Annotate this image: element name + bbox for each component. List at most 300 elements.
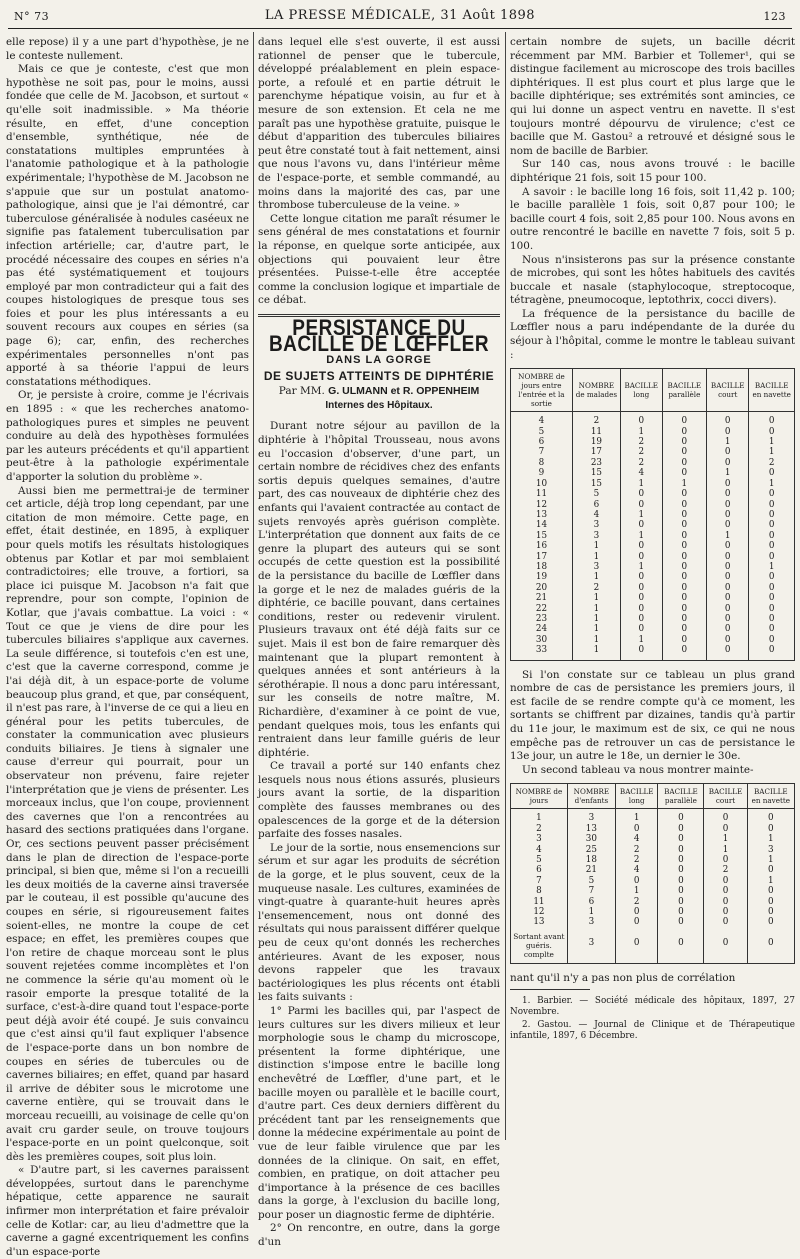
column-2: [258, 36, 500, 1249]
table-cell: 0: [704, 809, 747, 824]
table-cell: 0: [747, 928, 794, 964]
paragraph: dans lequel elle s'est ouverte, il est aussi rationnel de penser que le tubercule, développé préalablement en plein espace-porte, a refoulé et en partie détruit le parenchyme hépatique voisin, au fur et à mesure de son extension. Et cela ne me paraît pas une hypothèse gratuite, puisque le début d'apparition des tubercules biliaires peut être constaté tout à fait nettement, ainsi que nous l'avons vu, dans l'intérieur même de l'espace-porte, et semble commandé, au moins dans la majorité des cas, par une thrombose tuberculeuse de la veine. »: [258, 36, 500, 212]
table-cell: 0: [662, 427, 706, 437]
table-cell: 0: [620, 645, 662, 660]
table-row: [511, 479, 795, 489]
column-divider: [253, 32, 254, 1140]
table-row: [511, 427, 795, 437]
table-cell: 0: [662, 531, 706, 541]
table-cell: 6: [567, 897, 615, 907]
article-subtitle: DANS LA GORGE: [326, 354, 432, 367]
table-cell: 5: [572, 489, 620, 499]
table-cell: 0: [704, 886, 747, 896]
table-cell: 0: [747, 824, 794, 834]
table-cell: 0: [704, 928, 747, 964]
table-cell: 0: [704, 907, 747, 917]
table-row: [511, 562, 795, 572]
table-row: [511, 572, 795, 582]
table-cell: 0: [707, 520, 749, 530]
table-row: [511, 876, 795, 886]
paragraph: elle repose) il y a une part d'hypothèse, je ne le conteste nullement.: [6, 36, 249, 62]
table-cell: 2: [620, 437, 662, 447]
paragraph: Le jour de la sortie, nous ensemencions sur sérum et sur agar les produits de sécrétion de la gorge, et le plus souvent, ceux de la muqueuse nasale. Les cultures, examinées de vingt-quatre à quarante-huit heures après l'ensemencement, nous ont donné des résultats qui nous paraissent différer quelque peu de ceux qu'ont donnés les recherches antérieures. Avant de les exposer, nous devons rappeler que les travaux bactériologiques les plus récents ont établi les faits suivants :: [258, 841, 500, 1004]
table-cell: 0: [662, 562, 706, 572]
table-row: [511, 865, 795, 875]
table-cell: 0: [707, 624, 749, 634]
table-cell: 0: [707, 427, 749, 437]
table-row: [511, 468, 795, 478]
column-header: BACILLE court: [704, 784, 747, 809]
table-cell: 1: [747, 876, 794, 886]
table-cell: 1: [572, 552, 620, 562]
paragraph: Durant notre séjour au pavillon de la diphtérie à l'hôpital Trousseau, nous avons eu l'occasion d'observer, d'une part, un certain nombre de récidives chez des enfants sortis depuis quelques semaines, d'autre part, des cas nouveaux de diphtérie chez des enfants qui l'avaient contractée au contact de sujets renvoyés après guérison complète. L'interprétation que donnent aux faits de ce genre la plupart des auteurs qui se sont occupés de cette question est la possibilité de la persistance du bacille de Lœffler dans la gorge et le nez de malades guéris de la diphtérie, ce bacille pouvant, dans certaines conditions, rester ou redevenir virulent. Plusieurs travaux ont été déjà faits sur ce sujet. Mais il est bon de faire remarquer dès maintenant que la plupart remontent à quelques années et sont antérieurs à la sérothérapie. Il nous a donc paru intéressant, sur les conseils de notre maître, M. Richardière, d'examiner à ce point de vue, pendant quelques mois, tous les enfants qui rentraient dans leur famille guéris de leur diphtérie.: [258, 420, 500, 759]
table-cell: 0: [707, 645, 749, 660]
table-cell: 21: [567, 865, 615, 875]
table-cell: 0: [658, 865, 704, 875]
table-row: [511, 447, 795, 457]
table-cell: 4: [615, 865, 657, 875]
table-cell: 0: [749, 489, 795, 499]
table-cell: 1: [572, 635, 620, 645]
table-cell: 2: [615, 845, 657, 855]
table-row: [511, 834, 795, 844]
table-cell: 7: [567, 886, 615, 896]
table-row: [511, 593, 795, 603]
table-cell: 0: [662, 604, 706, 614]
table-cell: 0: [662, 412, 706, 427]
table-cell: 1: [572, 593, 620, 603]
table-cell: 0: [707, 583, 749, 593]
table-cell: 19: [572, 437, 620, 447]
table-cell: 11: [511, 489, 573, 499]
table-row: [511, 552, 795, 562]
table-cell: 4: [615, 834, 657, 844]
table-cell: 0: [615, 917, 657, 927]
table-cell: 0: [749, 604, 795, 614]
paragraph: « D'autre part, si les cavernes paraissent développées, surtout dans le parenchyme hépatique, cette apparence ne saurait infirmer mon interprétation et faire prévaloir celle de Kotlar: car, au lieu d'admettre que la caverne a gagné excentriquement les confins d'un espace-porte: [6, 1164, 249, 1258]
table-cell: 0: [620, 624, 662, 634]
footnote: 2. Gastou. — Journal de Clinique et de Thérapeutique infantile, 1897, 6 Décembre.: [510, 1020, 795, 1042]
table-cell: 0: [749, 510, 795, 520]
table-cell: 0: [749, 593, 795, 603]
table-cell: 4: [572, 510, 620, 520]
table-cell: 1: [662, 479, 706, 489]
table-cell: 0: [615, 907, 657, 917]
table-cell: 0: [620, 572, 662, 582]
table-cell: 16: [511, 541, 573, 551]
author-affiliation: Internes des Hôpitaux.: [325, 399, 433, 411]
table-cell: 0: [662, 489, 706, 499]
table-row: [511, 458, 795, 468]
table-row: [511, 907, 795, 917]
table-cell: 0: [704, 876, 747, 886]
table-row: [511, 583, 795, 593]
table-cell: 6: [511, 865, 568, 875]
table-cell: 1: [620, 635, 662, 645]
table-cell: 1: [620, 531, 662, 541]
column-header: BACILLE long: [620, 369, 662, 412]
table-cell: 2: [704, 865, 747, 875]
table-cell: 0: [620, 489, 662, 499]
table-cell: 0: [707, 635, 749, 645]
table-cell: 33: [511, 645, 573, 660]
table-cell: 0: [658, 855, 704, 865]
table-cell: 0: [749, 552, 795, 562]
table-header-row: [511, 369, 795, 412]
article-subtitle: DE SUJETS ATTEINTS DE DIPHTÉRIE: [263, 368, 495, 383]
table-row: [511, 928, 795, 964]
column-header: BACILLE court: [707, 369, 749, 412]
table-cell: 0: [658, 886, 704, 896]
table-cell: 0: [749, 427, 795, 437]
table-cell: 0: [704, 897, 747, 907]
table-cell: 0: [620, 500, 662, 510]
table-cell: 12: [511, 907, 568, 917]
table-cell: 18: [567, 855, 615, 865]
table-cell: 0: [707, 489, 749, 499]
table-cell: 13: [567, 824, 615, 834]
table-cell: 0: [747, 917, 794, 927]
table-cell: 1: [707, 468, 749, 478]
table-cell: 0: [662, 624, 706, 634]
table-cell: 9: [511, 468, 573, 478]
table-cell: 21: [511, 593, 573, 603]
table-cell: 0: [620, 552, 662, 562]
table-cell: 18: [511, 562, 573, 572]
table-cell: 0: [662, 614, 706, 624]
table-row: [511, 635, 795, 645]
table-cell: 6: [511, 437, 573, 447]
table-row: [511, 531, 795, 541]
table-cell: 0: [707, 458, 749, 468]
table-cell: 10: [511, 479, 573, 489]
table-days-persistence: [510, 783, 795, 963]
table-cell: 0: [749, 635, 795, 645]
table-cell: 17: [511, 552, 573, 562]
table-cell: 0: [749, 583, 795, 593]
paragraph: Mais ce que je conteste, c'est que mon hypothèse ne soit pas, pour le moins, aussi fondée que celle de M. Jacobson, et surtout « qu'elle soit inadmissible. » Ma théorie résulte, en effet, d'une conception d'ensemble, synthétique, née de constatations multiples empruntées à l'anatomie pathologique et à la pathologie expérimentale; l'hypothèse de M. Jacobson ne s'appuie que sur un postulat anatomo-pathologique, ainsi que je l'ai démontré, car tuberculose généralisée à nodules caséeux ne signifie pas fatalement tuberculisation par infection artérielle; car, d'autre part, le procédé nécessaire des coupes en séries n'a pas été systématiquement et toujours employé par mon contradicteur qui a fait des coupes histologiques de presque tous ses foies et pour les plus intéressants a eu souvent recours aux coupes en séries (sa page 6); car, enfin, des recherches expérimentales personnelles n'ont pas apporté à sa théorie l'appui de leurs constatations méthodiques.: [6, 63, 249, 388]
table-cell: 3: [567, 917, 615, 927]
table-cell: 11: [572, 427, 620, 437]
paragraph: Cette longue citation me paraît résumer le sens général de mes constatations et fournir la réponse, en quelque sorte anticipée, aux objections qui pouvaient leur être présentées. Puisse-t-elle être acceptée comme la conclusion logique et impartiale de ce débat.: [258, 212, 500, 307]
table-cell: 0: [615, 824, 657, 834]
table-cell: 4: [511, 845, 568, 855]
table-cell: 4: [620, 468, 662, 478]
table-cell: 0: [662, 593, 706, 603]
column-header: NOMBRE de jours: [511, 784, 568, 809]
column-header: BACILLE en navette: [749, 369, 795, 412]
table-cell: 1: [572, 541, 620, 551]
article-byline: [258, 385, 500, 399]
table-cell: 1: [707, 531, 749, 541]
table-cell: 5: [567, 876, 615, 886]
table-cell: 3: [572, 520, 620, 530]
footnote-rule: [510, 989, 590, 990]
table-cell: 0: [749, 412, 795, 427]
table-cell: 24: [511, 624, 573, 634]
table-cell: 0: [658, 917, 704, 927]
table-row: [511, 489, 795, 499]
table-cell: 1: [615, 809, 657, 824]
table-cell: 2: [620, 447, 662, 457]
table-cell: 2: [620, 458, 662, 468]
table-cell: 0: [662, 541, 706, 551]
paragraph: Aussi bien me permettrai-je de terminer cet article, déjà trop long cependant, par une citation de mon mémoire. Cette page, en effet, était destinée, en 1895, à expliquer pour quels motifs les résultats histologiques obtenus par Kotlar et par moi semblaient contradictoires; elle trouve, a fortiori, sa place ici puisque M. Jacobson n'a fait que reprendre, pour son compte, l'opinion de Kotlar, que j'avais combattue. La voici : « Tout ce que je viens de dire pour les tubercules biliaires s'applique aux cavernes. La seule différence, si toutefois c'en est une, c'est que la caverne correspond, comme je l'ai déjà dit, à un espace-porte de volume beaucoup plus grand, et que, par conséquent, il n'est pas rare, à l'inverse de ce qui a lieu en général pour les petits tubercules, de constater la communication avec plusieurs conduits biliaires. Je tiens à signaler une cause d'erreur qui pourrait, pour un observateur non prévenu, faire rejeter l'interprétation que je viens de présenter. Les morceaux inclus, que l'on coupe, proviennent des cavernes que l'on a rencontrées au hasard des sections pratiquées dans l'organe. Or, ces sections peuvent passer précisément dans le plan de direction de l'espace-porte principal, si bien que, même si l'on a recueilli les deux moitiés de la caverne ainsi traversée par le couteau, il est possible qu'aucune des coupes en série, si rigoureusement faites soient-elles, ne montre la coupe de cet espace; en effet, les premières coupes que l'on retire de chaque morceau sont le plus souvent rejetées comme incomplètes et l'on ne commence la série qu'au moment où le rasoir emporte la presque totalité de la surface, c'est-à-dire quand tout l'espace-porte peut déjà avoir été coupé. Je suis convaincu que c'est ainsi qu'il faut expliquer l'absence de l'espace-porte dans un bon nombre de coupes en séries de tubercules ou de cavernes biliaires; en effet, quand par hasard il arrive de débiter sous le microtome une caverne entière, qui se trouvait dans le morceau recueilli, au voisinage de celle qu'on avait cru garder seule, on trouve toujours l'espace-porte en un point quelconque, soit dès les premières coupes, soit plus loin.: [6, 484, 249, 1163]
table-row: [511, 855, 795, 865]
table-cell: 3: [572, 562, 620, 572]
table-row: [511, 412, 795, 427]
paragraph: certain nombre de sujets, un bacille décrit récemment par MM. Barbier et Tollemer¹, qui se distingue facilement au microscope des trois bacilles diphtériques. Il est plus court et plus large que le bacille diphtérique; ses extrémités sont amincies, ce qui lui donne un aspect ventru en navette. Il s'est toujours montré dépourvu de virulence; c'est ce bacille que M. Gastou² a retrouvé et désigné sous le nom de bacille de Barbier.: [510, 36, 795, 157]
table-cell: 5: [511, 427, 573, 437]
table-cell: 25: [567, 845, 615, 855]
table-cell: 0: [749, 645, 795, 660]
table-cell: 1: [572, 614, 620, 624]
table-row: [511, 845, 795, 855]
table-cell: 2: [749, 458, 795, 468]
header-rule: [8, 28, 792, 29]
table-cell: 0: [620, 604, 662, 614]
table-cell: 0: [749, 500, 795, 510]
table-cell: 1: [572, 645, 620, 660]
column-header: BACILLE long: [615, 784, 657, 809]
table-row: [511, 437, 795, 447]
table-cell: 13: [511, 510, 573, 520]
table-row: [511, 917, 795, 927]
table-cell: 3: [567, 809, 615, 824]
table-cell: 0: [658, 876, 704, 886]
column-1: [6, 36, 249, 1258]
column-header: NOMBRE de jours entre l'entrée et la sortie: [511, 369, 573, 412]
table-cell: 2: [615, 855, 657, 865]
table-row: [511, 645, 795, 660]
table-cell: 12: [511, 500, 573, 510]
table-cell: 0: [704, 855, 747, 865]
paragraph: 1° Parmi les bacilles qui, par l'aspect de leurs cultures sur les divers milieux et leur morphologie sous le champ du microscope, présentent la forme diphtérique, une distinction s'impose entre le bacille long enchevêtré de Lœffler, d'une part, et le bacille moyen ou parallèle et le bacille court, d'autre part. Ces deux derniers diffèrent du précédent tant par les renseignements que donne la médecine expérimentale au point de vue de leur faible virulence que par les données de la clinique. On sait, en effet, combien, en pratique, on doit attacher peu d'importance à la présence de ces bacilles dans la gorge, à l'exclusion du bacille long, pour poser un diagnostic ferme de diphtérie.: [258, 1004, 500, 1221]
table-cell: 11: [511, 897, 568, 907]
table-duration-persistence: [510, 368, 795, 660]
table-cell: 1: [707, 437, 749, 447]
table-cell: 3: [572, 531, 620, 541]
table-cell: 15: [572, 479, 620, 489]
footnote: 1. Barbier. — Société médicale des hôpitaux, 1897, 27 Novembre.: [510, 996, 795, 1018]
table-cell: 0: [662, 468, 706, 478]
table-cell: 22: [511, 604, 573, 614]
table-cell: 0: [707, 541, 749, 551]
table-cell: 1: [747, 855, 794, 865]
table-row: [511, 500, 795, 510]
table-cell: 1: [704, 845, 747, 855]
table-row: [511, 510, 795, 520]
table-cell: 0: [658, 897, 704, 907]
paragraph: La fréquence de la persistance du bacille de Lœffler nous a paru indépendante de la durée du séjour à l'hôpital, comme le montre le tableau suivant :: [510, 307, 795, 361]
table-cell: 1: [749, 479, 795, 489]
table-cell: 0: [658, 845, 704, 855]
table-cell: 0: [749, 541, 795, 551]
table-cell: 20: [511, 583, 573, 593]
running-header: [14, 6, 786, 28]
table-cell: 1: [572, 572, 620, 582]
paragraph: Or, je persiste à croire, comme je l'écrivais en 1895 : « que les recherches anatomo-pathologiques pures et simples ne peuvent conduire au delà des hypothèses formulées par les auteurs précédents et qu'il appartient peut-être à la pathologie expérimentale d'apporter la solution du problème ».: [6, 389, 249, 483]
table-cell: 8: [511, 886, 568, 896]
byline-prefix: Par MM.: [278, 385, 325, 398]
table-cell: 23: [511, 614, 573, 624]
journal-title: LA PRESSE MÉDICALE, 31 Août 1898: [264, 8, 536, 23]
table-cell: 1: [620, 427, 662, 437]
column-header: NOMBRE de malades: [572, 369, 620, 412]
table-row: [511, 809, 795, 824]
table-cell: 0: [707, 614, 749, 624]
column-header: BACILLE parallèle: [658, 784, 704, 809]
table-cell: 1: [615, 886, 657, 896]
table-cell: 0: [662, 572, 706, 582]
table-row: [511, 541, 795, 551]
table-cell: 0: [707, 500, 749, 510]
table-cell: 0: [658, 809, 704, 824]
table-cell: 0: [662, 520, 706, 530]
table-cell: 14: [511, 520, 573, 530]
table-cell: 2: [511, 824, 568, 834]
table-cell: 0: [747, 886, 794, 896]
table-cell: 3: [511, 834, 568, 844]
table-cell: 0: [662, 552, 706, 562]
table-cell: 0: [658, 834, 704, 844]
table-cell: 30: [567, 834, 615, 844]
table-cell: 1: [749, 447, 795, 457]
page-number: 123: [763, 10, 786, 23]
table-cell: 0: [749, 468, 795, 478]
table-row: [511, 604, 795, 614]
table-cell: 0: [749, 531, 795, 541]
author-names: G. ULMANN et R. OPPENHEIM: [328, 385, 480, 398]
table-cell: 0: [662, 447, 706, 457]
table-cell: 0: [662, 645, 706, 660]
table-cell: 0: [620, 541, 662, 551]
table-cell: 1: [749, 437, 795, 447]
table-cell: 0: [620, 412, 662, 427]
table-row: [511, 624, 795, 634]
table-cell: 1: [747, 834, 794, 844]
column-divider: [505, 32, 506, 1140]
table-cell: 1: [567, 907, 615, 917]
footnotes: [510, 996, 795, 1042]
table-cell: 0: [707, 552, 749, 562]
table-cell: 1: [620, 562, 662, 572]
paragraph: Si l'on constate sur ce tableau un plus grand nombre de cas de persistance les premiers jours, il est facile de se rendre compte qu'à ce moment, les sortants se chiffrent par dizaines, tandis qu'à partir du 11e jour, le maximum est de six, ce qui ne nous empêche pas de retrouver un cas de persistance le 13e jour, un autre le 18e, un dernier le 30e.: [510, 668, 795, 763]
table-cell: 0: [747, 809, 794, 824]
table-cell: 4: [511, 412, 573, 427]
table-cell: 1: [572, 624, 620, 634]
article-title: PERSISTANCE DU BACILLE DE LŒFFLER: [268, 316, 490, 357]
table-cell: 0: [620, 520, 662, 530]
table-cell: 19: [511, 572, 573, 582]
table-cell: 0: [620, 593, 662, 603]
table-cell: 0: [704, 917, 747, 927]
table-cell: 3: [747, 845, 794, 855]
table-cell: 0: [662, 437, 706, 447]
table-cell: 7: [511, 876, 568, 886]
table-cell: 0: [749, 520, 795, 530]
table-row: [511, 520, 795, 530]
issue-number: N° 73: [14, 10, 50, 23]
column-header: NOMBRE d'enfants: [567, 784, 615, 809]
table-cell: 0: [747, 907, 794, 917]
table-cell: 0: [707, 593, 749, 603]
table-cell: 2: [572, 412, 620, 427]
table-cell: 0: [749, 624, 795, 634]
table-cell: 2: [615, 897, 657, 907]
table-cell: 0: [707, 562, 749, 572]
table-cell: 0: [620, 614, 662, 624]
paragraph: Un second tableau va nous montrer mainte-: [522, 763, 754, 776]
column-header: BACILLE parallèle: [662, 369, 706, 412]
paragraph: Sur 140 cas, nous avons trouvé : le bacille diphtérique 21 fois, soit 15 pour 100.: [510, 158, 795, 184]
table-cell: 0: [747, 865, 794, 875]
table-cell: 15: [572, 468, 620, 478]
table-cell: 1: [704, 834, 747, 844]
table-cell: 0: [747, 897, 794, 907]
table-cell: 0: [707, 604, 749, 614]
table-cell: 0: [749, 572, 795, 582]
table-cell: 0: [707, 572, 749, 582]
table-cell: 0: [615, 876, 657, 886]
table-row: [511, 897, 795, 907]
table-cell: 17: [572, 447, 620, 457]
table-cell: 0: [662, 635, 706, 645]
table-cell: 1: [749, 562, 795, 572]
paragraph: Ce travail a porté sur 140 enfants chez lesquels nous nous étions assurés, plusieurs jours avant la sortie, de la disparition complète des fausses membranes ou des opalescences de la gorge et de la détersion parfaite des fosses nasales.: [258, 760, 500, 841]
paragraph: Nous n'insisterons pas sur la présence constante de microbes, qui sont les hôtes habituels des cavités buccale et nasale (staphylocoque, streptocoque, tétragène, pneumocoque, leptothrix, cocci divers).: [510, 253, 795, 307]
table-cell: 0: [620, 583, 662, 593]
table-cell: 0: [707, 510, 749, 520]
table-cell: 0: [662, 510, 706, 520]
table-cell: 0: [749, 614, 795, 624]
table-cell: Sortant avant guéris. complte: [511, 928, 568, 964]
table-cell: 13: [511, 917, 568, 927]
column-header: BACILLE en navette: [747, 784, 794, 809]
table-cell: 0: [662, 458, 706, 468]
table-cell: 0: [658, 928, 704, 964]
table-row: [511, 886, 795, 896]
table-cell: 15: [511, 531, 573, 541]
table-cell: 0: [707, 412, 749, 427]
table-cell: 0: [707, 447, 749, 457]
paragraph: 2° On rencontre, en outre, dans la gorge d'un: [258, 1222, 500, 1249]
table-cell: 30: [511, 635, 573, 645]
table-cell: 8: [511, 458, 573, 468]
table-row: [511, 614, 795, 624]
table-header-row: [511, 784, 795, 809]
table-cell: 7: [511, 447, 573, 457]
table-cell: 0: [662, 583, 706, 593]
table-row: [511, 824, 795, 834]
table-cell: 0: [615, 928, 657, 964]
table-cell: 2: [572, 583, 620, 593]
table-cell: 0: [707, 479, 749, 489]
table-cell: 0: [658, 824, 704, 834]
table-cell: 0: [704, 824, 747, 834]
table-cell: 0: [658, 907, 704, 917]
table-cell: 1: [511, 809, 568, 824]
table-cell: 1: [620, 479, 662, 489]
paragraph: A savoir : le bacille long 16 fois, soit 11,42 p. 100; le bacille parallèle 1 fois, soit 0,87 pour 100; le bacille court 4 fois, soit 2,85 pour 100. Nous avons en outre rencontré le bacille en navette 7 fois, soit 5 p. 100.: [510, 185, 795, 252]
table-cell: 0: [662, 500, 706, 510]
paragraph: nant qu'il n'y a pas non plus de corrélation: [510, 971, 736, 984]
table-cell: 6: [572, 500, 620, 510]
table-cell: 1: [572, 604, 620, 614]
table-cell: 1: [620, 510, 662, 520]
table-cell: 23: [572, 458, 620, 468]
table-cell: 3: [567, 928, 615, 964]
